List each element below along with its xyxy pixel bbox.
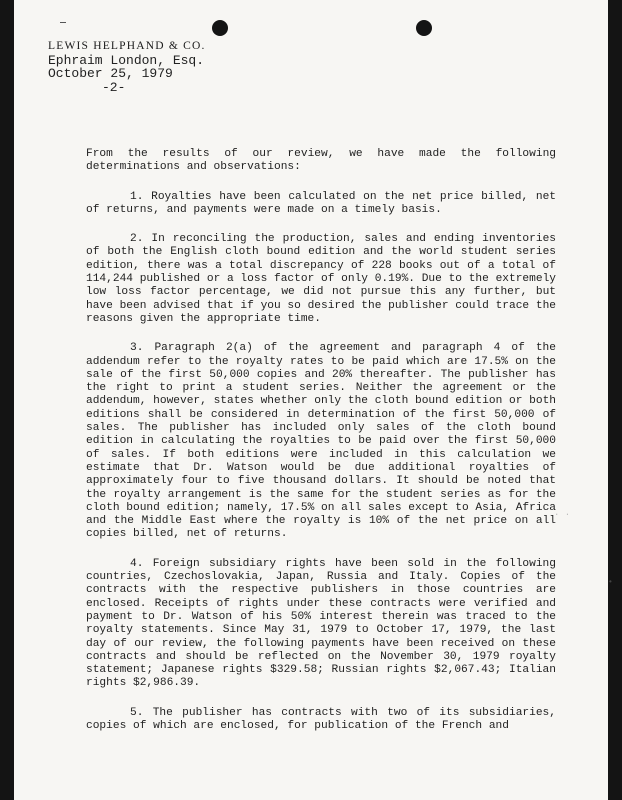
pen-mark [60,22,66,26]
paragraph-3: 3. Paragraph 2(a) of the agreement and paragraph 4 of the addendum refer to the royalty rates to be paid which are 17.5% on the sale of the first 50,000 copies and 20% thereafter. The publisher has the right to print a student series. Neither the agreement or the addendum, however, states whether only the cloth bound edition or both editions shall be considered in determination of the first 50,000 of sales. The publisher has included only sales of the cloth bound edition in calculating the royalties to be paid over the first 50,000 of sales. If both editions were included in this calculation we estimate that Dr. Watson would be due additional royalties of approximately four to five thousand dollars. It should be noted that the royalty arrangement is the same for the student series as for the cloth bound edition; namely, 17.5% on all sales except to Asia, Africa and the Middle East where the royalty is 10% of the net price on all copies billed, net of returns. [86,342,556,541]
punch-hole [416,20,432,36]
recipient-line: Ephraim London, Esq. [48,53,205,68]
punch-hole [212,20,228,36]
date-line: October 25, 1979 [48,66,173,81]
paragraph-2: 2. In reconciling the production, sales and ending inventories of both the English cloth bound edition and the world student series edition, there was a total discrepancy of 228 books out of a total of 114,244 published or a loss factor of only 0.19%. Due to the extremely low loss factor percentage, we did not pursue this any further, but have been advised that if you so desired the publisher could trace the reasons given the appropriate time. [86,233,556,325]
intro-paragraph: From the results of our review, we have made the following determinations and observations: [86,148,556,174]
letter-page [14,0,613,800]
letterhead: LEWIS HELPHAND & CO. [48,40,206,52]
page-number: -2- [102,80,126,95]
paper-speck: · · [554,510,571,520]
paragraph-1: 1. Royalties have been calculated on the net price billed, net of returns, and payments were made on a timely basis. [86,190,556,216]
paper-speck: • [608,578,613,587]
paragraph-5: 5. The publisher has contracts with two of its subsidiaries, copies of which are enclosed, for publication of the French and [86,706,556,732]
paragraph-4: 4. Foreign subsidiary rights have been sold in the following countries, Czechoslovakia, Japan, Russia and Italy. Copies of the contracts with the respective publishers in those countries are enclosed. Receipts of rights under these contracts were verified and payment to Dr. Watson of his 50% interest therein was traced to the royalty statements. Since May 31, 1979 to October 17, 1979, the last day of our review, the following payments have been received on these contracts and should be reflected on the November 30, 1979 royalty statement; Japanese rights $329.58; Russian rights $2,067.43; Italian rights $2,986.39. [86,557,556,690]
letter-body [86,148,556,733]
